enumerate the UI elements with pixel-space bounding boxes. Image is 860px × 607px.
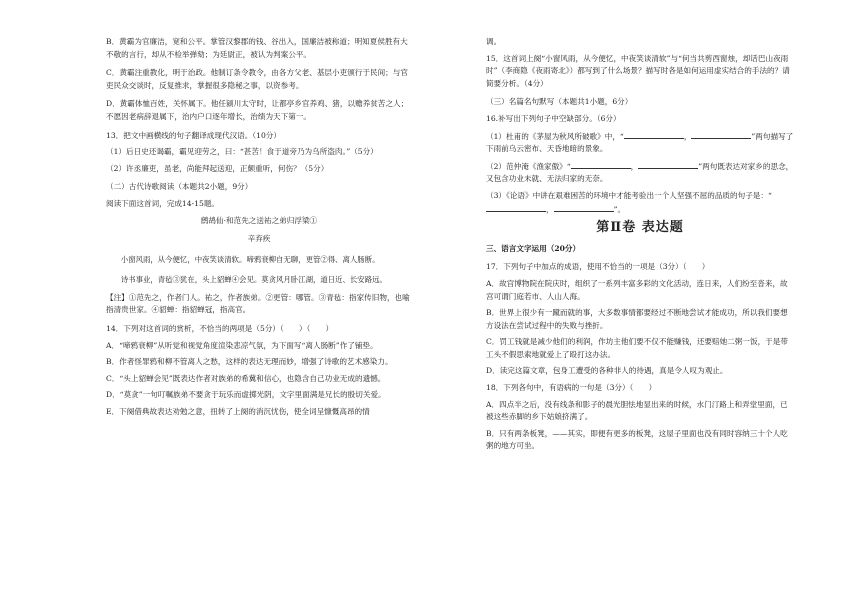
- answer-blank[interactable]: [486, 203, 546, 212]
- question-16-1: （1）杜甫的《茅屋为秋风所破歌》中，“ ， ”两句描写了下雨前乌云密布、天昏地暗的景象。: [486, 131, 794, 154]
- q17-option-a: A．故宫博物院在院庆时，组织了一系列丰富多彩的文化活动，连日来，人们纷至沓来，故宫可谓门庭若市、人山人海。: [486, 278, 788, 301]
- question-16: 16.补写出下列句子中空缺部分。（6分）: [486, 113, 621, 123]
- question-16-3: （3）《论语》中讲在艰难困苦的环境中才能考验出一个人坚强不屈的品质的句子是：“， ”。: [486, 190, 772, 214]
- section-poem: （二）古代诗歌阅读（本题共2小题，9分）: [106, 182, 253, 192]
- left-column: [106, 36, 412, 422]
- volume-2-title: 第Ⅱ卷 表达题: [596, 220, 684, 236]
- question-16-2: （2）范仲淹《渔家傲》“ ， ”两句既表达对家乡的思念，又包含功业未就、无法归家的无奈。: [486, 161, 794, 184]
- question-13-1: （1）后日史还谒霸，霸见迎劳之，曰：“甚苦！食于道旁乃为乌所盗肉。”（5分）: [106, 147, 378, 157]
- q14-option-a: A．“啼鸦衰柳”从听觉和视觉角度渲染悲凉气氛，为下面写“离人肠断”作了铺垫。: [106, 340, 378, 350]
- answer-blank[interactable]: [638, 160, 698, 169]
- poem-line-1: 小窗风雨，从今便忆，中夜笑谈清软。啼鸦衰柳自无聊，更管②得、离人肠断。: [120, 254, 380, 264]
- question-17: 17．下列句子中加点的成语，使用不恰当的一项是（3分）（ ）: [486, 262, 710, 272]
- q18-option-a: A．四点半之后，没有线条和影子的晨光胆怯地显出来的时候，水门汀路上和弄堂里面，已被这些赤脚的乡下姑娘挤满了。: [486, 399, 788, 422]
- q16-2-text-a: （2）范仲淹《渔家傲》“: [486, 161, 571, 171]
- q14-option-e-continued: 调。: [486, 37, 502, 46]
- question-18: 18．下列各句中，有语病的一句是（3分）（ ）: [486, 383, 657, 393]
- poem-intro: 阅读下面这首词，完成14-15题。: [106, 198, 220, 208]
- poem-line-2: 诗书事业，青毡③犹在，头上貂蝉④会见。莫贪风月卧江湖，道日近、长安路远。: [120, 274, 387, 284]
- q16-2-text-b: ”两句既表达对家乡的思念，又包含功业未就、无法归家的无奈。: [486, 161, 794, 184]
- q17-option-c: C．罚工钱就是减少他们的利润，作坊主他们要不仅不能赚钱，还要赔她二粥一饭，于是带工头不假思索地就爱上了殴打这办法。: [486, 337, 788, 359]
- answer-blank[interactable]: [571, 160, 631, 169]
- poem-note: 【注】①范先之，作者门人。祐之，作者族弟。②更管：哪管。③青毡：指家传旧物，也喻指清贵世家。④貂蝉：指貂蝉冠，指高官。: [106, 292, 410, 315]
- q14-option-e: E．下阕借典故表达劝勉之意，扭转了上阕的消沉忧伤，使全词呈慷慨高昂的情: [106, 406, 370, 416]
- option-c: C．黄霸注重教化，明于治政。他制订条令教令，由各方父老、基层小吏颁行于民间；与官吏民众交谈时，反复推求，掌握很多隐秘之事，以资参考。: [106, 68, 408, 90]
- q16-1-text-a: （1）杜甫的《茅屋为秋风所破歌》中，“: [486, 131, 624, 141]
- option-d: D．黄霸体恤百姓，关怀属下。他任颍川太守时，让都亭乡官养鸡、猪，以赡养贫苦之人；不愿因老病辞退属下，治内户口逐年增长，治绩为天下第一。: [106, 99, 409, 121]
- q17-option-d: D．读完这篇文章，包身工遭受的各种非人的待遇，真是令人叹为观止。: [486, 366, 728, 376]
- q14-option-b: B．作者怪罪鸦和柳不管离人之愁，这样的表达无理而妙，增强了诗歌的艺术感染力。: [106, 357, 393, 367]
- section-mingju: （三）名篇名句默写（本题共1小题，6分）: [486, 97, 633, 107]
- question-15: 15．这首词上阕“小窗风雨，从今便忆，中夜笑谈清软”与“何当共剪西窗烛，却话巴山夜雨时”（李商隐《夜雨寄北》）都写到了什么场景？描写时各是如何运用虚实结合的手法的？请简要分析。（4分）: [486, 53, 790, 88]
- right-column: [486, 36, 794, 457]
- question-13-2: （2）许丞廉吏，虽老，尚能拜起送迎，正颇重听，何伤？（5分）: [106, 163, 329, 173]
- answer-blank[interactable]: [554, 203, 614, 212]
- poem-title: 鹧鸪仙·和范先之送祐之弟归浮梁①: [200, 215, 318, 225]
- question-14: 14．下列对这首词的赏析，不恰当的两项是（5分）（ ）（ ）: [106, 323, 334, 333]
- poem-author: 辛弃疾: [247, 234, 271, 244]
- question-13: 13．把文中画横线的句子翻译成现代汉语。（10分）: [106, 130, 281, 140]
- q16-3-text-a: （3）《论语》中讲在艰难困苦的环境中才能考验出一个人坚强不屈的品质的句子是：“: [486, 190, 772, 200]
- q14-option-d: D．“莫贪”一句叮嘱族弟不要贪于玩乐而虚掷光阴，文字里面满是兄长的殷切关爱。: [106, 390, 386, 400]
- q18-option-b: B．只有两条板凳，——其实，即便有更多的板凳，这屋子里面也没有同时容纳三十个人吃粥的地方可坐。: [486, 428, 788, 451]
- answer-blank[interactable]: [691, 130, 751, 139]
- q16-3-text-b: ”。: [613, 204, 626, 214]
- q14-option-c: C．“头上貂蝉会见”既表达作者对族弟的希冀和信心，也隐含自己功业无成的遗憾。: [106, 373, 386, 383]
- q17-option-b: B．世界上很少有一蹴而就的事，大多数事情都要经过不断地尝试才能成功，所以我们要想方设法在尝试过程中的失败与挫折。: [486, 308, 788, 330]
- section-language: 三、语言文字运用（20分）: [486, 243, 581, 253]
- q16-1-text-b: ”两句描写了下雨前乌云密布、天昏地暗的景象。: [486, 131, 794, 154]
- answer-blank[interactable]: [624, 130, 684, 139]
- option-b: B．黄霸为官廉洁，宽和公平。掌管汉黎郡的钱、谷出入，国廉洁被称道；明知夏侯胜有大不敬的言行，却从不检举弹劾；为廷尉正，被认为判案公平。: [106, 37, 408, 59]
